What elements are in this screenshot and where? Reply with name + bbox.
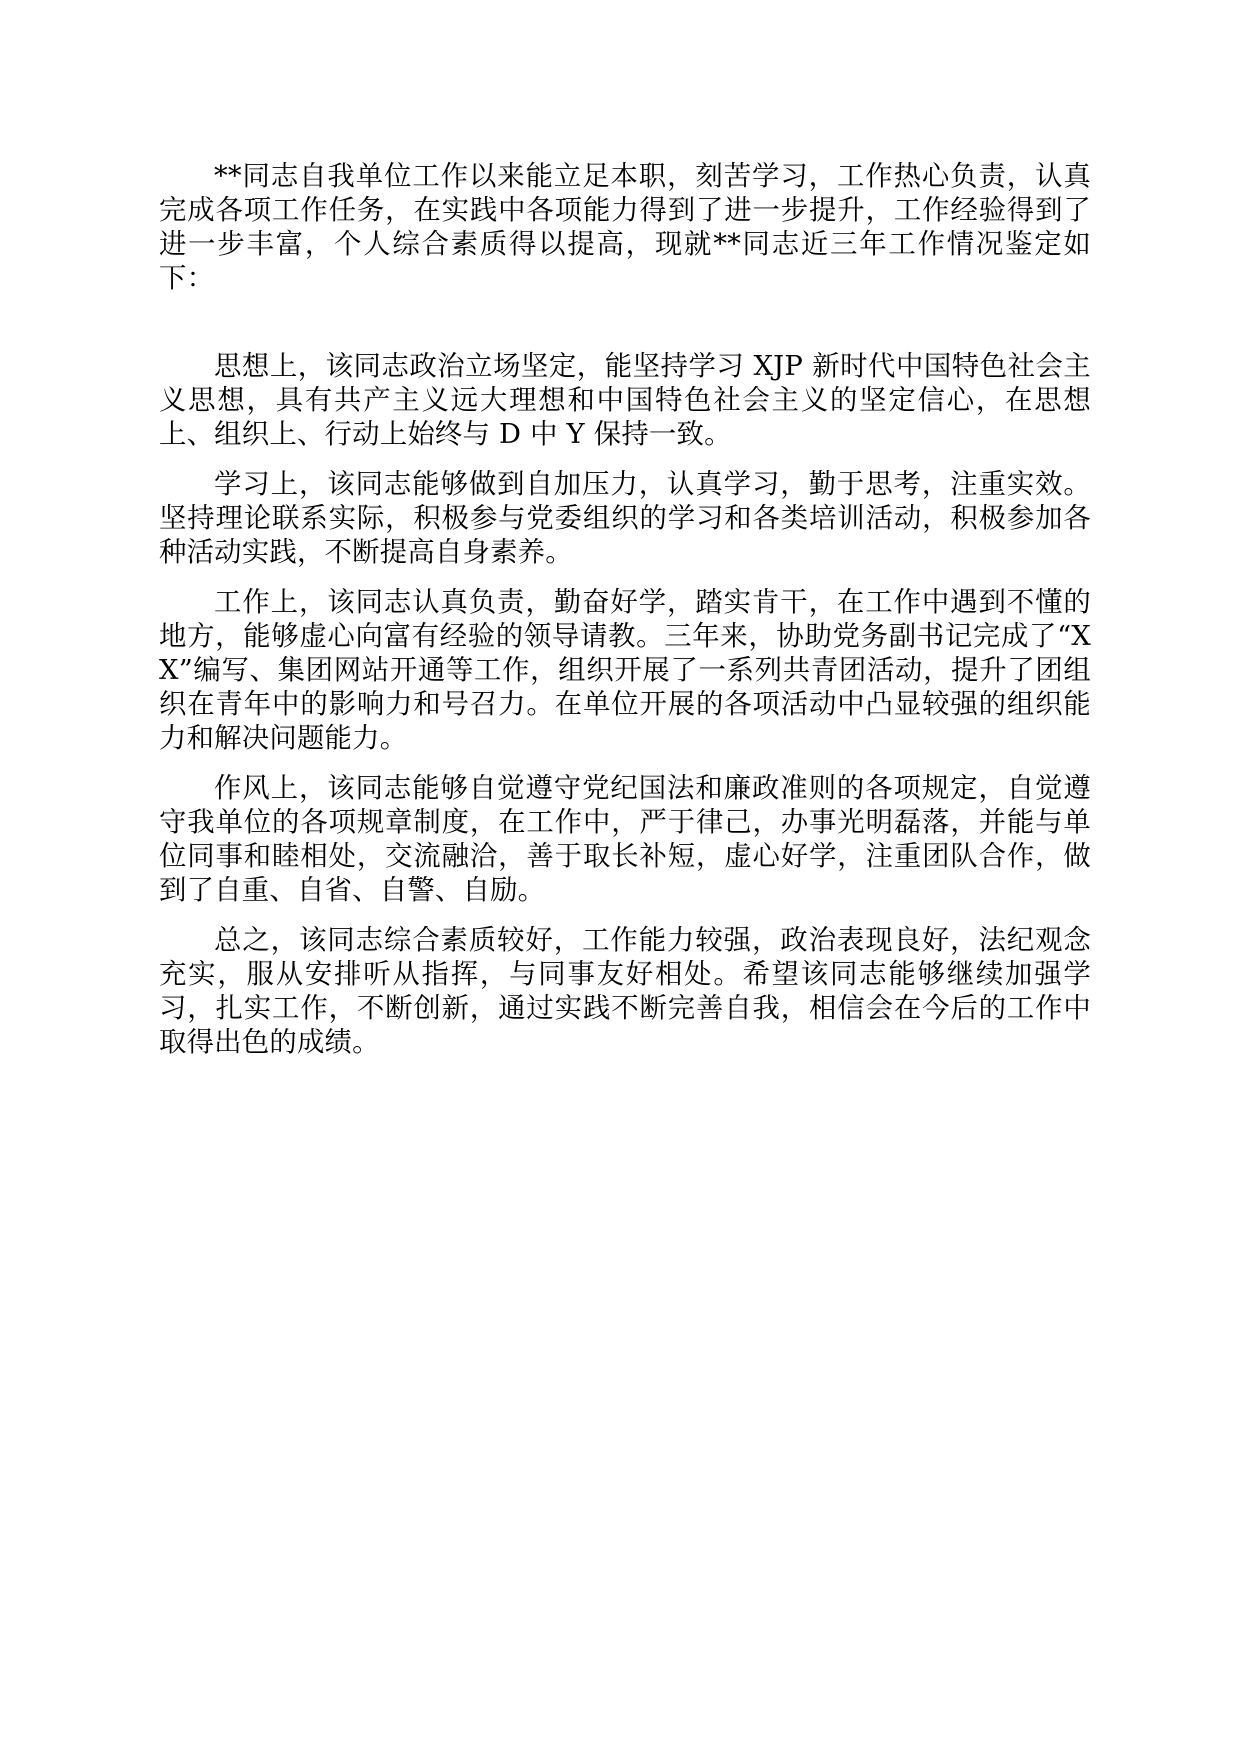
ideology-paragraph: 思想上，该同志政治立场坚定，能坚持学习 XJP 新时代中国特色社会主义思想，具有共产主义远大理想和中国特色社会主义的坚定信心，在思想上、组织上、行动上始终与 D 中 Y 保持一致。 xyxy=(159,351,1091,450)
work-paragraph: 工作上，该同志认真负责，勤奋好学，踏实肯干，在工作中遇到不懂的地方，能够虚心向富有经验的领导请教。三年来，协助党务副书记完成了“XX”编写、集团网站开通等工作，组织开展了一系列共青团活动，提升了团组织在青年中的影响力和号召力。在单位开展的各项活动中凸显较强的组织能力和解决问题能力。 xyxy=(159,587,1091,754)
study-paragraph: 学习上，该同志能够做到自加压力，认真学习，勤于思考，注重实效。坚持理论联系实际，积极参与党委组织的学习和各类培训活动，积极参加各种活动实践，不断提高自身素养。 xyxy=(159,469,1091,568)
intro-paragraph: **同志自我单位工作以来能立足本职，刻苦学习，工作热心负责，认真完成各项工作任务，在实践中各项能力得到了进一步提升，工作经验得到了进一步丰富，个人综合素质得以提高，现就**同志近三年工作情况鉴定如下： xyxy=(159,161,1091,294)
summary-paragraph: 总之，该同志综合素质较好，工作能力较强，政治表现良好，法纪观念充实，服从安排听从指挥，与同事友好相处。希望该同志能够继续加强学习，扎实工作，不断创新，通过实践不断完善自我，相信会在今后的工作中取得出色的成绩。 xyxy=(159,925,1091,1058)
conduct-paragraph: 作风上，该同志能够自觉遵守党纪国法和廉政准则的各项规定，自觉遵守我单位的各项规章制度，在工作中，严于律己，办事光明磊落，并能与单位同事和睦相处，交流融洽，善于取长补短，虚心好学，注重团队合作，做到了自重、自省、自警、自励。 xyxy=(159,773,1091,906)
document-body xyxy=(159,160,1091,1060)
